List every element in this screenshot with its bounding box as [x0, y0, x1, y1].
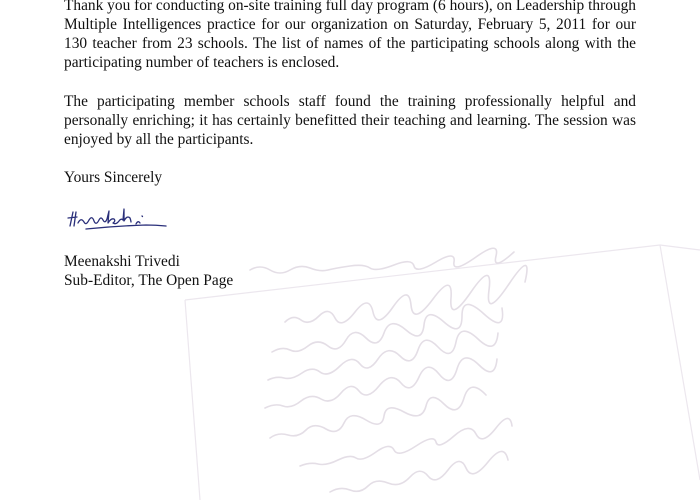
letter-closing: Yours Sincerely [64, 169, 163, 186]
signatory-name: Meenakshi Trivedi [64, 253, 180, 270]
letter-paragraph-2: The participating member schools staff found the training professionally helpful and personally enriching; it has certainly benefitted their teaching and learning. The session was enjoyed by all the participants. [64, 93, 636, 148]
handwritten-signature [64, 204, 174, 234]
signatory-title: Sub-Editor, The Open Page [64, 272, 234, 289]
letter-paragraph-1: Thank you for conducting on-site training full day program (6 hours), on Leadership through Multiple Intelligences practice for our organization on Saturday, February 5, 2011 for our 130 teacher from 23 schools. The list of names of the participating schools along with the participating number of teachers is enclosed. [64, 0, 636, 71]
